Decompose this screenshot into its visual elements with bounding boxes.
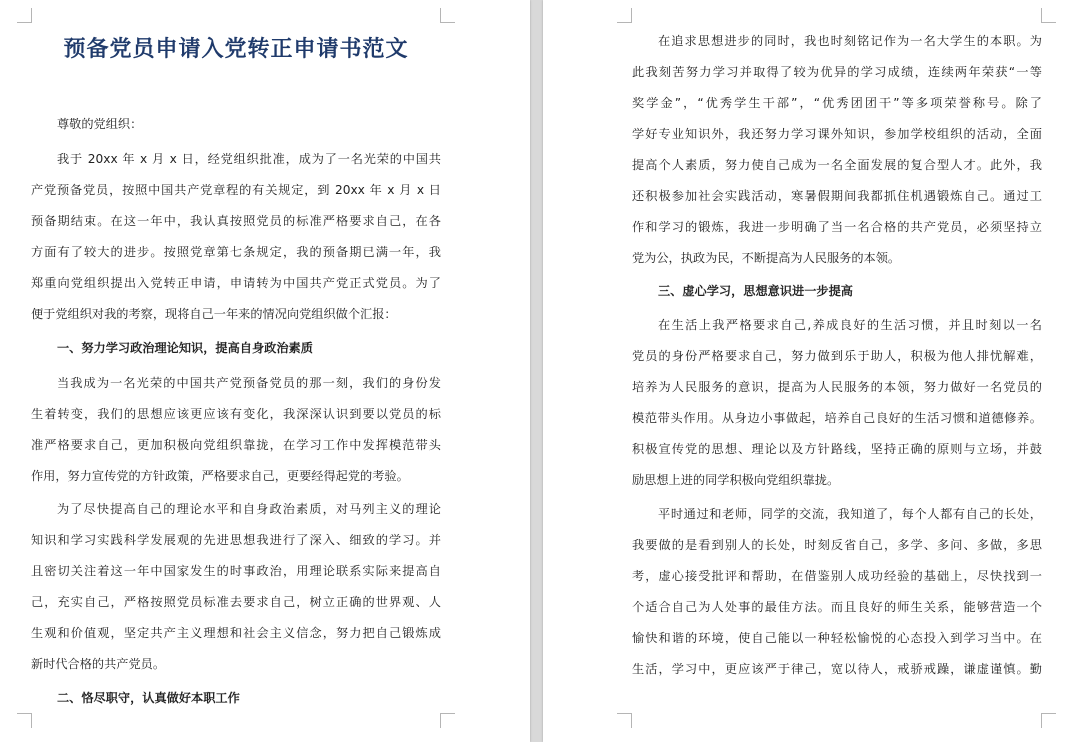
section-heading-2: 二、恪尽职守，认真做好本职工作 — [57, 691, 240, 705]
paragraph-line: 我要做的是看到别人的长处，时刻反省自己，多学、多问、多做，多思 — [632, 538, 1042, 552]
paragraph-line: 我于 20xx 年 x 月 x 日，经党组织批准，成为了一名光荣的中国共 — [57, 152, 441, 166]
paragraph-line: 方面有了较大的进步。按照党章第七条规定，我的预备期已满一年，我 — [31, 245, 441, 259]
paragraph-line: 郑重向党组织提出入党转正申请，申请转为中国共产党正式党员。为了 — [31, 276, 441, 290]
paragraph-line: 平时通过和老师，同学的交流，我知道了，每个人都有自己的长处， — [658, 507, 1042, 521]
paragraph-line: 便于党组织对我的考察，现将自己一年来的情况向党组织做个汇报： — [31, 307, 397, 321]
margin-corner-bottom-left — [617, 713, 632, 728]
paragraph-line: 为了尽快提高自己的理论水平和自身政治素质，对马列主义的理论 — [57, 502, 441, 516]
paragraph-line: 生观和价值观，坚定共产主义理想和社会主义信念，努力把自己锻炼成 — [31, 626, 441, 640]
paragraph-line: 励思想上进的同学积极向党组织靠拢。 — [632, 473, 840, 487]
paragraph-line: 产党预备党员，按照中国共产党章程的有关规定，到 20xx 年 x 月 x 日 — [31, 183, 441, 197]
section-heading-1: 一、努力学习政治理论知识，提高自身政治素质 — [57, 341, 313, 355]
margin-corner-top-right — [1041, 8, 1056, 23]
paragraph-line: 生活，学习中，更应该严于律己，宽以待人，戒骄戒躁，谦虚谨慎。勤 — [632, 662, 1042, 676]
paragraph-line: 作用，努力宣传党的方针政策，严格要求自己，更要经得起党的考验。 — [31, 469, 409, 483]
margin-corner-bottom-left — [17, 713, 32, 728]
paragraph-line: 此我刻苦努力学习并取得了较为优异的学习成绩，连续两年荣获“一等 — [632, 65, 1042, 79]
paragraph-line: 还积极参加社会实践活动，寒暑假期间我都抓住机遇锻炼自己。通过工 — [632, 189, 1042, 203]
margin-corner-top-left — [617, 8, 632, 23]
paragraph-line: 新时代合格的共产党员。 — [31, 657, 166, 671]
document-title: 预备党员申请入党转正申请书范文 — [63, 36, 409, 62]
margin-corner-bottom-right — [440, 713, 455, 728]
document-page-right[interactable] — [543, 0, 1080, 742]
salutation: 尊敬的党组织： — [57, 117, 143, 131]
paragraph-line: 个适合自己为人处事的最佳方法。而且良好的师生关系，能够营造一个 — [632, 600, 1042, 614]
paragraph-line: 党为公，执政为民，不断提高为人民服务的本领。 — [632, 251, 901, 265]
paragraph-line: 准严格要求自己，更加积极向党组织靠拢，在学习工作中发挥模范带头 — [31, 438, 441, 452]
paragraph-line: 生着转变，我们的思想应该更应该有变化，我深深认识到要以党员的标 — [31, 407, 441, 421]
paragraph-line: 己，充实自己，严格按照党员标准去要求自己，树立正确的世界观、人 — [31, 595, 441, 609]
paragraph-line: 提高个人素质，努力使自己成为一名全面发展的复合型人才。此外，我 — [632, 158, 1042, 172]
paragraph-line: 培养为人民服务的意识，提高为人民服务的本领，努力做好一名党员的 — [632, 380, 1042, 394]
section-heading-3: 三、虚心学习，思想意识进一步提高 — [658, 284, 853, 298]
document-page-left[interactable] — [0, 0, 530, 742]
paragraph-line: 在生活上我严格要求自己,养成良好的生活习惯，并且时刻以一名 — [658, 318, 1042, 332]
paragraph-line: 作和学习的锻炼，我进一步明确了当一名合格的共产党员，必须坚持立 — [632, 220, 1042, 234]
paragraph-line: 积极宣传党的思想、理论以及方针路线，坚持正确的原则与立场，并鼓 — [632, 442, 1042, 456]
margin-corner-top-left — [17, 8, 32, 23]
paragraph-line: 奖学金”，“优秀学生干部”，“优秀团团干”等多项荣誉称号。除了 — [632, 96, 1042, 110]
paragraph-line: 模范带头作用。从身边小事做起，培养自己良好的生活习惯和道德修养。 — [632, 411, 1042, 425]
paragraph-line: 且密切关注着这一年中国家发生的时事政治，用理论联系实际来提高自 — [31, 564, 441, 578]
paragraph-line: 考，虚心接受批评和帮助，在借鉴别人成功经验的基础上，尽快找到一 — [632, 569, 1042, 583]
paragraph-line: 预备期结束。在这一年中，我认真按照党员的标准严格要求自己，在各 — [31, 214, 441, 228]
paragraph-line: 知识和学习实践科学发展观的先进思想我进行了深入、细致的学习。并 — [31, 533, 441, 547]
paragraph-line: 愉快和谐的环境，使自己能以一种轻松愉悦的心态投入到学习当中。在 — [632, 631, 1042, 645]
paragraph-line: 在追求思想进步的同时，我也时刻铭记作为一名大学生的本职。为 — [658, 34, 1042, 48]
paragraph-line: 党员的身份严格要求自己，努力做到乐于助人，积极为他人排忧解难， — [632, 349, 1042, 363]
margin-corner-bottom-right — [1041, 713, 1056, 728]
margin-corner-top-right — [440, 8, 455, 23]
paragraph-line: 学好专业知识外，我还努力学习课外知识，参加学校组织的活动，全面 — [632, 127, 1042, 141]
paragraph-line: 当我成为一名光荣的中国共产党预备党员的那一刻，我们的身份发 — [57, 376, 441, 390]
